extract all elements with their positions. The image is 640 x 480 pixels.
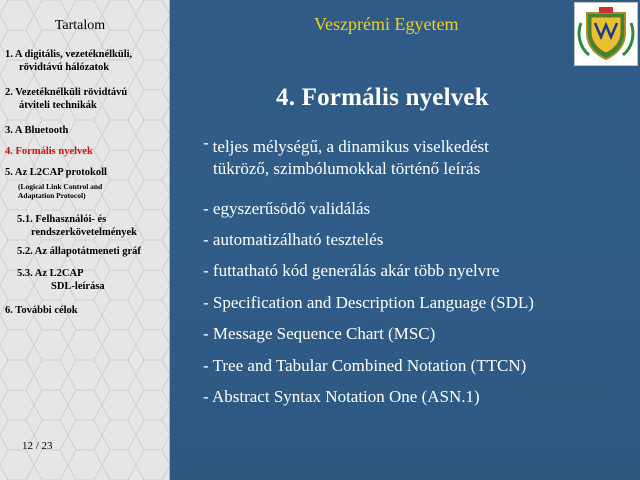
sidebar bbox=[0, 0, 170, 480]
toc-item-2-line2: átviteli technikák bbox=[19, 100, 97, 111]
toc-item-4-active[interactable] bbox=[5, 145, 93, 158]
toc-item-5-subtitle-line2: Adaptation Protocol) bbox=[18, 191, 86, 200]
bullet-5: - Specification and Description Language (SDL) bbox=[203, 293, 534, 312]
toc-item-5-1-line1: 5.1. Felhasználói- és bbox=[17, 214, 107, 225]
toc-item-3-label: 3. A Bluetooth bbox=[5, 125, 69, 136]
bullet-4: - futtatható kód generálás akár több nyelvre bbox=[203, 261, 500, 280]
toc-item-5-1-line2: rendszerkövetelmények bbox=[31, 227, 137, 238]
bullet-1-line2: tükröző, szimbólumokkal történő leírás bbox=[213, 159, 481, 178]
toc-item-2[interactable] bbox=[5, 86, 127, 112]
bullet-8: - Abstract Syntax Notation One (ASN.1) bbox=[203, 387, 480, 406]
toc-item-5-2-label: 5.2. Az állapotátmeneti gráf bbox=[17, 246, 141, 257]
toc-item-5-2[interactable] bbox=[17, 245, 141, 258]
toc-item-6[interactable] bbox=[5, 304, 78, 317]
sidebar-title: Tartalom bbox=[54, 18, 106, 33]
toc-item-5-subtitle bbox=[18, 182, 102, 200]
bullet-1 bbox=[203, 133, 489, 180]
toc-item-5[interactable] bbox=[5, 166, 107, 179]
toc-item-5-label: 5. Az L2CAP protokoll bbox=[5, 167, 107, 178]
toc-item-5-3[interactable] bbox=[17, 267, 105, 293]
university-name: Veszprémi Egyetem bbox=[314, 14, 459, 34]
bullet-3: - automatizálható tesztelés bbox=[203, 230, 384, 249]
toc-item-4-label: 4. Formális nyelvek bbox=[5, 146, 93, 157]
toc-item-1-line2: rövidtávú hálózatok bbox=[19, 62, 110, 73]
slide-title: 4. Formális nyelvek bbox=[276, 84, 489, 111]
bullet-6: - Message Sequence Chart (MSC) bbox=[203, 324, 436, 343]
bullet-7: - Tree and Tabular Combined Notation (TTCN) bbox=[203, 356, 527, 375]
page-number: 12 / 23 bbox=[22, 440, 53, 452]
bullet-2: - egyszerűsödő validálás bbox=[203, 199, 371, 218]
toc-item-6-label: 6. További célok bbox=[5, 305, 78, 316]
toc-item-5-subtitle-line1: (Logical Link Control and bbox=[18, 182, 103, 191]
toc-item-5-1[interactable] bbox=[17, 213, 137, 239]
toc-item-5-3-line2: SDL-leírása bbox=[51, 281, 105, 292]
toc-item-1-line1: 1. A digitális, vezetéknélküli, bbox=[5, 49, 133, 60]
toc-item-1[interactable] bbox=[5, 48, 132, 74]
toc-item-2-line1: 2. Vezetéknélküli rövidtávú bbox=[5, 87, 128, 98]
university-crest-icon bbox=[574, 2, 638, 66]
toc-item-5-3-line1: 5.3. Az L2CAP bbox=[17, 268, 84, 279]
bullet-1-dash: - bbox=[203, 133, 209, 152]
bullet-1-line1: teljes mélységű, a dinamikus viselkedést bbox=[212, 137, 489, 156]
toc-item-3[interactable] bbox=[5, 124, 68, 137]
